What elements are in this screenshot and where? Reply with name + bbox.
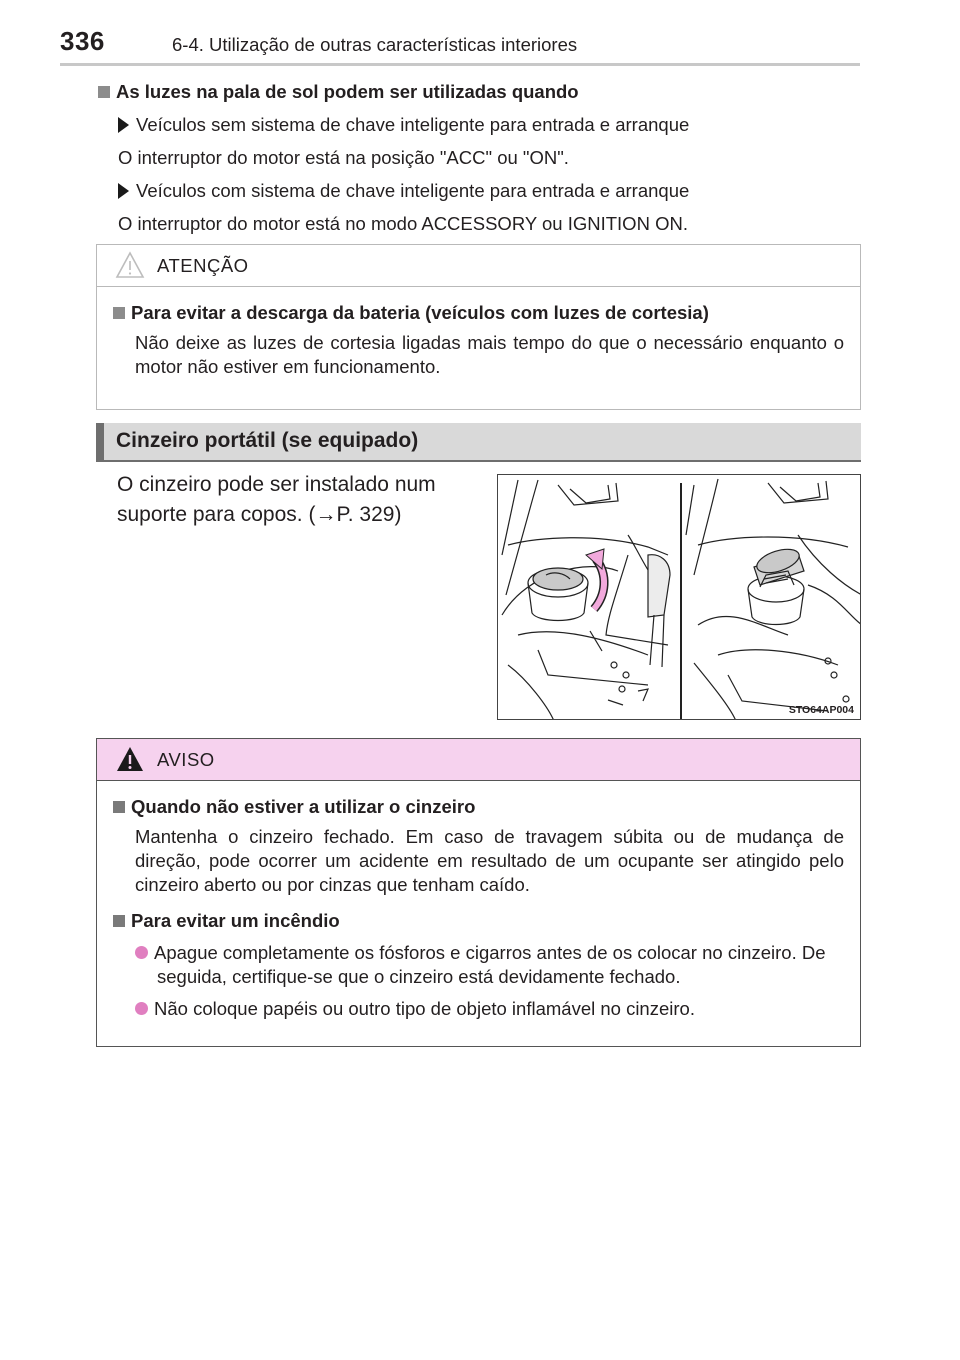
intro-section — [98, 80, 860, 236]
cinzeiro-description — [117, 470, 487, 530]
aviso-heading-2 — [113, 909, 844, 933]
aviso-item-1-text: Apague completamente os fósforos e cigarros antes de os colocar no cinzeiro. De seguida, certifique-se que o cinzeiro está devidamente fechado. — [154, 942, 826, 987]
cinzeiro-section-title — [96, 423, 861, 462]
header-rule — [60, 63, 860, 66]
page-number: 336 — [60, 26, 105, 56]
triangle-bullet-icon — [118, 183, 129, 199]
figure-code: STO64AP004 — [788, 704, 854, 716]
aviso-item-2 — [135, 997, 844, 1021]
aviso-label: AVISO — [157, 749, 215, 770]
aviso-item-1 — [135, 941, 844, 989]
aviso-heading-1-text: Quando não estiver a utilizar o cinzeiro — [131, 796, 476, 817]
intro-bullet-1-text: Veículos sem sistema de chave inteligente para entrada e arranque — [136, 114, 690, 135]
section-title: 6-4. Utilização de outras características interiores — [172, 34, 578, 55]
page-reference-arrow: → — [315, 503, 337, 526]
intro-line-2: O interruptor do motor está no modo ACCESSORY ou IGNITION ON. — [118, 213, 688, 234]
square-bullet-icon — [113, 307, 125, 319]
aviso-box — [96, 738, 861, 1047]
square-bullet-icon — [98, 86, 110, 98]
pink-dot-bullet-icon — [135, 1002, 148, 1015]
pink-dot-bullet-icon — [135, 946, 148, 959]
atencao-heading-text: Para evitar a descarga da bateria (veículos com luzes de cortesia) — [131, 302, 709, 323]
figure-divider — [680, 483, 682, 719]
aviso-header — [97, 739, 860, 781]
page-header — [60, 22, 860, 66]
atencao-text: Não deixe as luzes de cortesia ligadas mais tempo do que o necessário enquanto o motor não estiver em funcionamento. — [135, 332, 844, 377]
intro-heading — [98, 80, 860, 104]
intro-bullet-1 — [118, 113, 860, 137]
atencao-box — [96, 244, 861, 410]
intro-line-1: O interruptor do motor está na posição "ACC" ou "ON". — [118, 147, 569, 168]
aviso-heading-1 — [113, 795, 844, 819]
cinzeiro-text-part1: O cinzeiro pode ser instalado num suporte para copos. ( — [117, 473, 436, 526]
square-bullet-icon — [113, 801, 125, 813]
atencao-header — [97, 245, 860, 287]
aviso-body — [97, 781, 860, 1039]
square-bullet-icon — [113, 915, 125, 927]
warning-outline-icon — [115, 251, 145, 279]
cinzeiro-title-text: Cinzeiro portátil (se equipado) — [116, 429, 419, 452]
intro-bullet-2-text: Veículos com sistema de chave inteligente para entrada e arranque — [136, 180, 690, 201]
aviso-text-1: Mantenha o cinzeiro fechado. Em caso de travagem súbita ou de mudança de direção, pode ocorrer um acidente em resultado de um ocupante ser atingido pelo cinzeiro aberto ou por cinzas que tenham caído. — [135, 826, 844, 895]
atencao-body — [97, 287, 860, 397]
atencao-label: ATENÇÃO — [157, 255, 249, 276]
intro-heading-text: As luzes na pala de sol podem ser utilizadas quando — [116, 81, 579, 102]
triangle-bullet-icon — [118, 117, 129, 133]
intro-bullet-2 — [118, 179, 860, 203]
atencao-heading — [113, 301, 844, 325]
cinzeiro-page-reference[interactable]: P. 329) — [336, 503, 402, 526]
warning-icon — [115, 745, 145, 773]
section-bar-rule — [96, 460, 861, 462]
aviso-item-2-text: Não coloque papéis ou outro tipo de objeto inflamável no cinzeiro. — [154, 998, 695, 1019]
ashtray-illustration — [497, 474, 861, 720]
aviso-heading-2-text: Para evitar um incêndio — [131, 910, 340, 931]
